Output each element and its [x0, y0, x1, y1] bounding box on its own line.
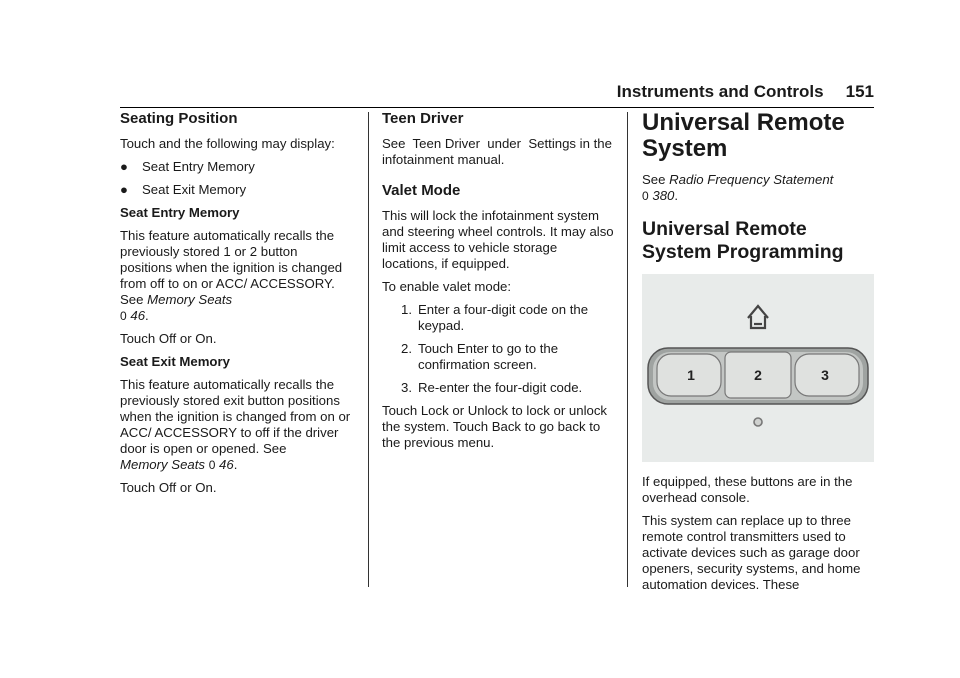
radio-frequency-link[interactable]: Radio Frequency Statement — [669, 172, 834, 187]
page-ref-arrow-icon: 0 — [208, 458, 216, 472]
valet-text: This will lock the infotainment system and steering wheel controls. It may also limit access to vehicle storage locations, if equipped. — [382, 208, 614, 271]
system-description-text: This system can replace up to three remote control transmitters used to activate devices such as garage door openers, security systems, and home automation devices. These — [642, 513, 861, 592]
universal-remote-heading: Universal Remote System — [642, 109, 845, 162]
valet-closing: Touch Lock or Unlock to lock or unlock the system. Touch Back to go back to the previous menu. — [382, 403, 608, 450]
page-number: 151 — [845, 82, 874, 101]
bullet-text: Seat Exit Memory — [142, 182, 247, 197]
bullet-text: Seat Entry Memory — [142, 159, 255, 174]
page-ref[interactable]: 46 — [219, 457, 234, 472]
svg-text:3: 3 — [821, 367, 829, 383]
valet-mode-heading: Valet Mode — [382, 182, 461, 199]
page-ref-arrow-icon: 0 — [642, 189, 649, 203]
programming-heading: Universal Remote System Programming — [642, 218, 844, 263]
list-item: 1. Enter a four-digit code on the keypad. — [401, 302, 589, 333]
page-ref[interactable]: 380 — [652, 188, 675, 203]
radio-frequency-ref: See Radio Frequency Statement 0 380. — [642, 172, 834, 203]
seating-intro: Touch and the following may display: — [120, 136, 335, 151]
seat-entry-subhead: Seat Entry Memory — [120, 205, 240, 220]
seat-exit-after: Touch Off or On. — [120, 480, 217, 495]
seat-entry-text: This feature automatically recalls the previously stored 1 or 2 button positions when the ignition is changed from off to on or ACC/ ACCESSORY. See Memory Seats 0 46. — [120, 228, 343, 323]
teen-driver-heading: Teen Driver — [382, 110, 464, 127]
valet-steps — [382, 302, 614, 396]
seating-position-heading: Seating Position — [120, 110, 238, 127]
column-1 — [120, 110, 352, 503]
svg-text:1: 1 — [687, 367, 695, 383]
list-item — [120, 159, 352, 175]
page-header — [600, 82, 874, 104]
teen-driver-text: See Teen Driver under Settings in the infotainment manual. — [382, 136, 616, 167]
indicator-light-icon — [754, 418, 762, 426]
bullet-icon: ● — [120, 182, 128, 197]
column-2 — [382, 110, 614, 458]
memory-seats-link[interactable]: Memory Seats — [120, 457, 206, 472]
remote-button-2 — [725, 352, 791, 398]
list-item: 3. Re-enter the four-digit code. — [401, 380, 583, 395]
remote-button-3 — [795, 354, 859, 396]
memory-seats-link[interactable]: Memory Seats — [147, 292, 233, 307]
list-item: 2. Touch Enter to go to the confirmation screen. — [401, 341, 559, 372]
remote-buttons-illustration — [642, 274, 874, 462]
column-divider-2 — [627, 112, 628, 587]
section-title: Instruments and Controls — [616, 82, 824, 101]
page-ref[interactable]: 46 — [130, 308, 146, 323]
column-divider-1 — [368, 112, 369, 587]
seat-entry-after: Touch Off or On. — [120, 331, 217, 346]
valet-enable: To enable valet mode: — [382, 279, 512, 294]
bullet-icon: ● — [120, 159, 128, 174]
svg-text:2: 2 — [754, 367, 762, 383]
column-3 — [642, 110, 874, 600]
overhead-console-text: If equipped, these buttons are in the overhead console. — [642, 474, 853, 505]
remote-button-1 — [657, 354, 721, 396]
header-rule — [120, 107, 874, 108]
seat-exit-subhead: Seat Exit Memory — [120, 354, 230, 369]
seat-exit-text: This feature automatically recalls the previously stored exit button positions when the ignition is changed from on or ACC/ ACCESSORY to off if the driver door is open or opened. See Memory Seats 0 46. — [120, 377, 351, 472]
page-ref-arrow-icon: 0 — [120, 309, 127, 323]
list-item — [120, 182, 352, 198]
